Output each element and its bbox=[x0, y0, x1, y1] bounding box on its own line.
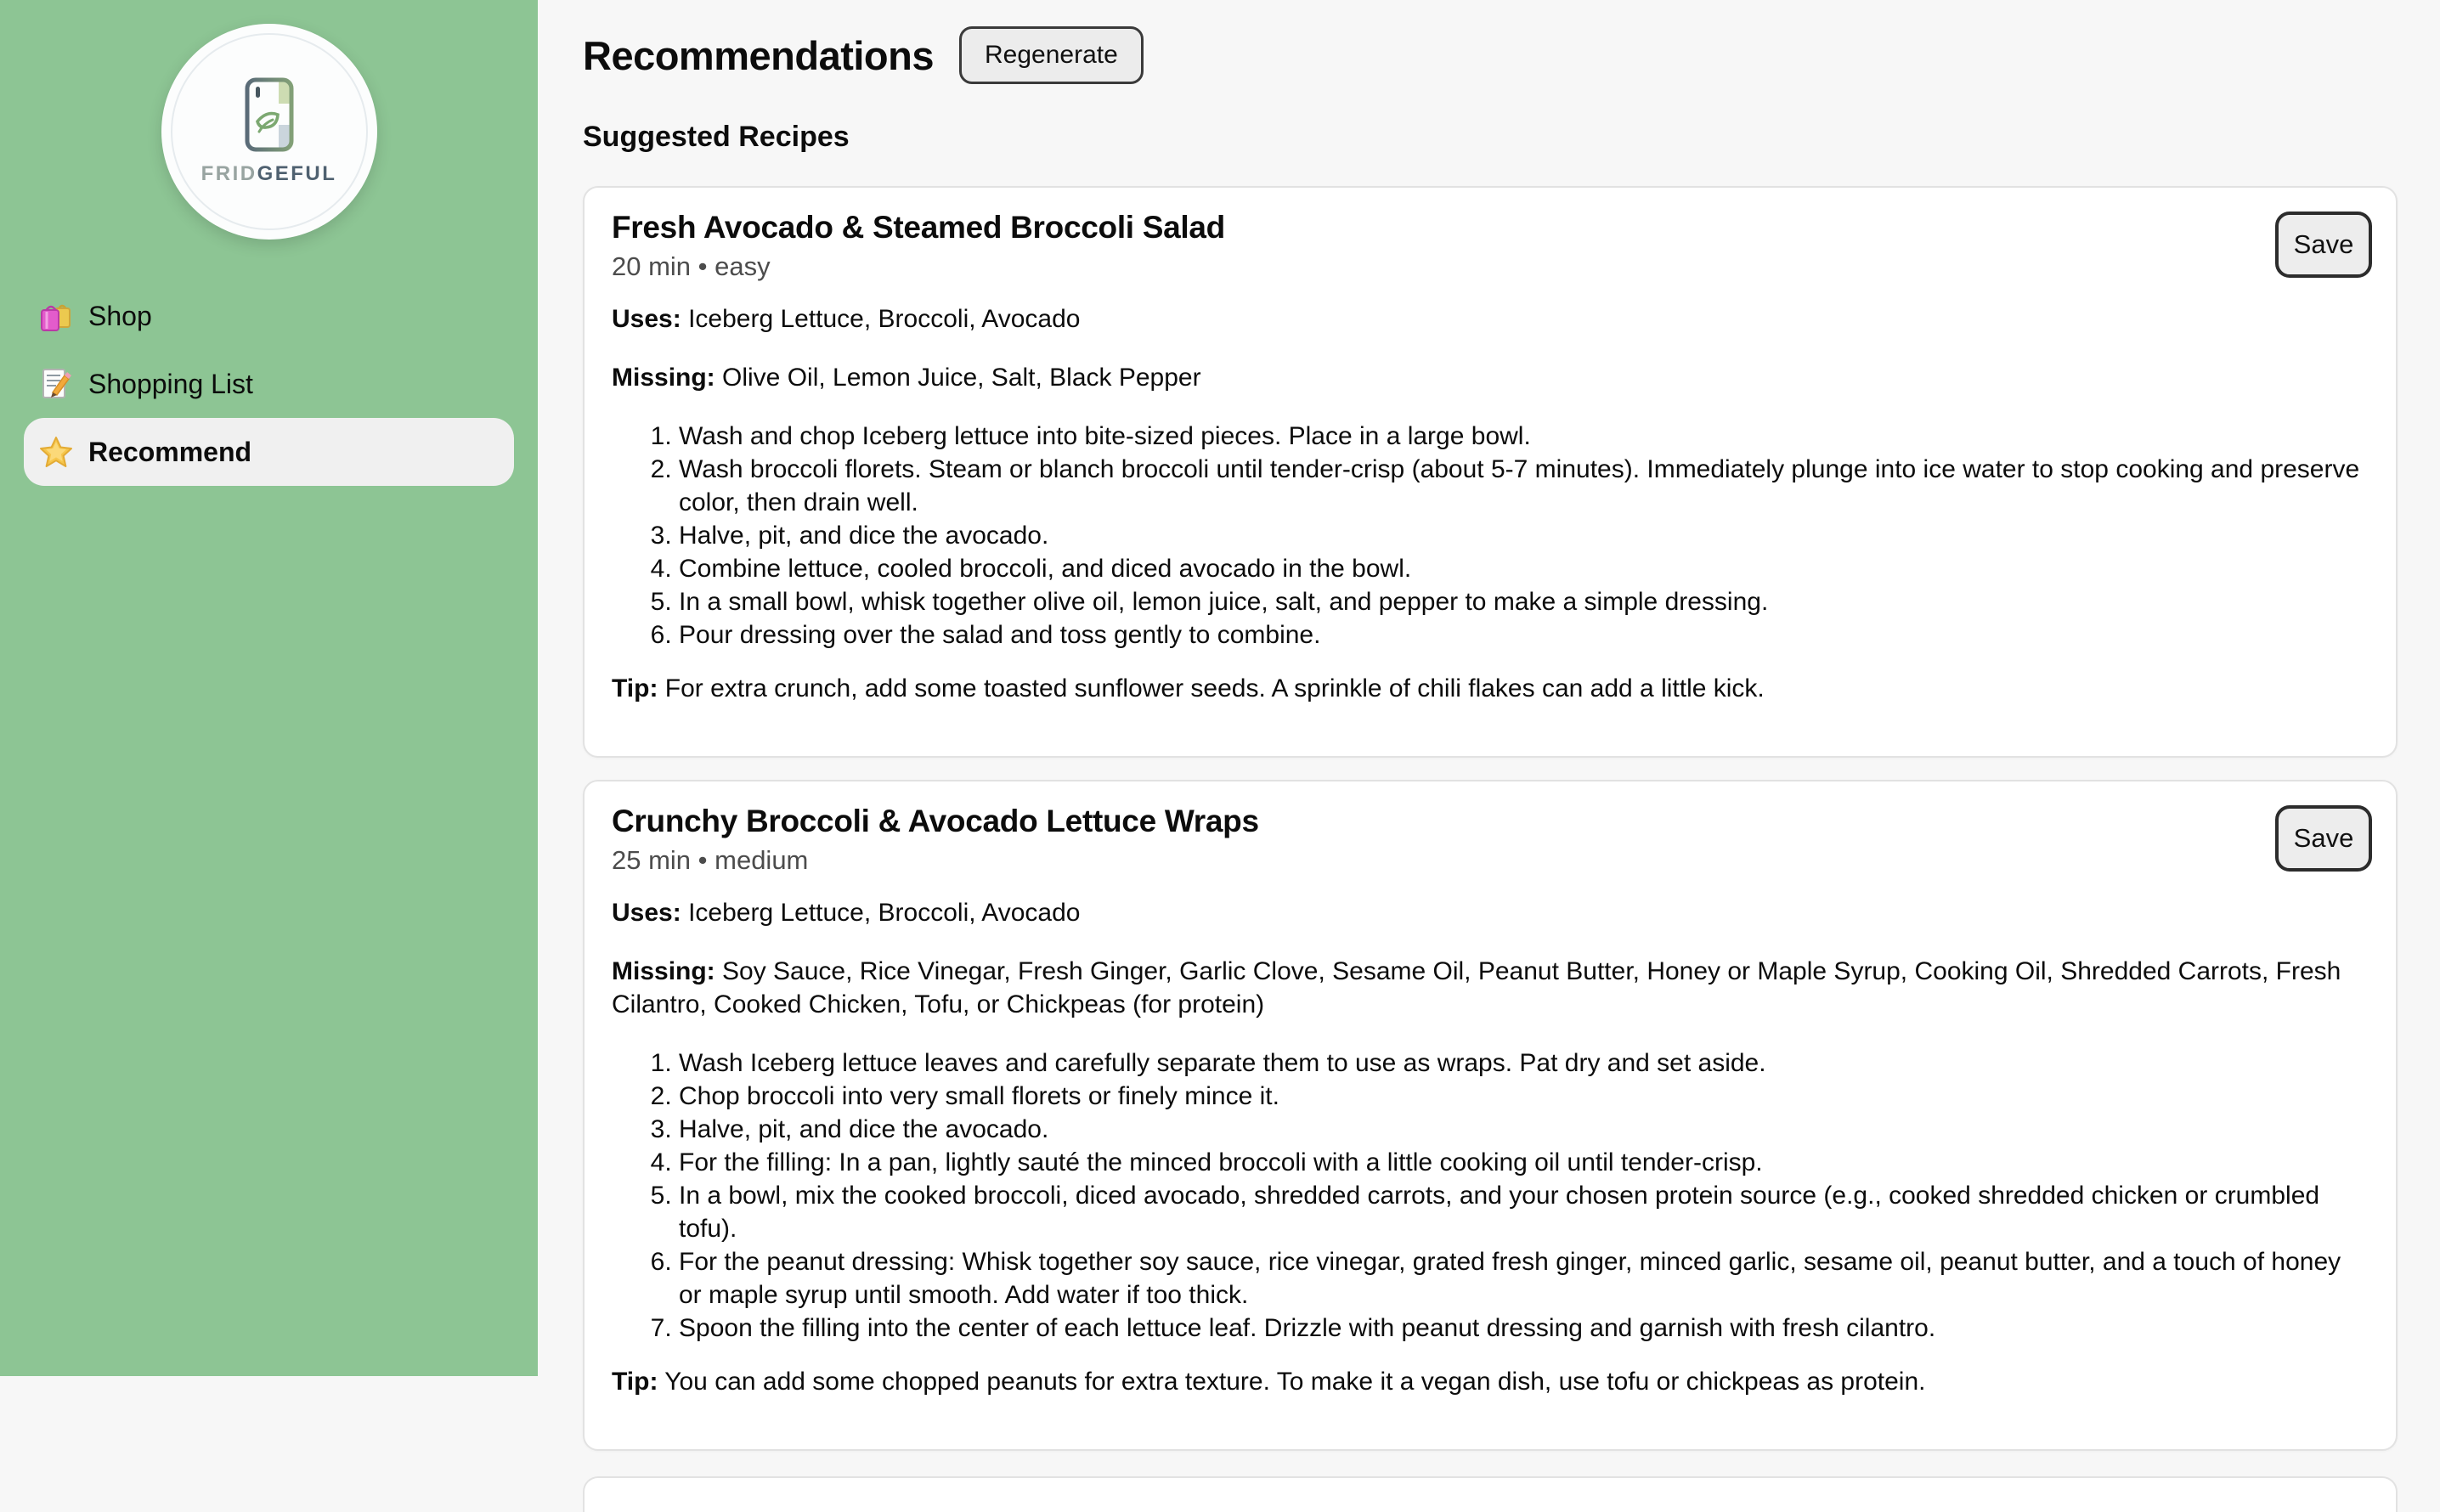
regenerate-button[interactable]: Regenerate bbox=[959, 26, 1144, 84]
steps-list bbox=[612, 420, 2369, 652]
uses-label: Uses: bbox=[612, 305, 681, 333]
sidebar-item-label: Shopping List bbox=[88, 368, 253, 399]
step-item: 1. Wash Iceberg lettuce leaves and carefully separate them to use as wraps. Pat dry and set aside. bbox=[679, 1047, 2369, 1080]
missing-value: Soy Sauce, Rice Vinegar, Fresh Ginger, Garlic Clove, Sesame Oil, Peanut Butter, Honey or Maple Syrup, Cooking Oil, Shredded Carrots, Fresh Cilantro, Cooked Chicken, Tofu, or Chickpeas (for protein) bbox=[612, 957, 2341, 1018]
tip-text: For extra crunch, add some toasted sunflower seeds. A sprinkle of chili flakes can add a little kick. bbox=[664, 674, 1765, 702]
step-item: 1. Wash and chop Iceberg lettuce into bite-sized pieces. Place in a large bowl. bbox=[679, 420, 2369, 453]
main-content bbox=[538, 0, 2440, 1512]
recipe-title: Fresh Avocado & Steamed Broccoli Salad bbox=[612, 210, 1225, 245]
page-header bbox=[583, 25, 2398, 85]
sidebar-item-label: Recommend bbox=[88, 436, 252, 467]
tip-label: Tip: bbox=[612, 674, 658, 702]
fridge-handle bbox=[256, 87, 260, 98]
missing-line bbox=[612, 361, 2369, 394]
step-item: 5. In a small bowl, whisk together olive oil, lemon juice, salt, and pepper to make a simple dressing. bbox=[679, 585, 2369, 618]
tip-label: Tip: bbox=[612, 1368, 658, 1396]
sidebar-item-label: Shop bbox=[88, 300, 152, 331]
step-item: 4. For the filling: In a pan, lightly sauté the minced broccoli with a little cooking oil until tender-crisp. bbox=[679, 1146, 2369, 1179]
recipe-card-partial bbox=[583, 1476, 2398, 1512]
sidebar-item-shop[interactable] bbox=[24, 282, 514, 350]
step-item: 5. In a bowl, mix the cooked broccoli, diced avocado, shredded carrots, and your chosen protein source (e.g., cooked shredded chicken or crumbled tofu). bbox=[679, 1179, 2369, 1245]
section-title: Suggested Recipes bbox=[583, 121, 850, 153]
save-button[interactable]: Save bbox=[2275, 212, 2372, 278]
app-wordmark bbox=[201, 162, 337, 186]
missing-line bbox=[612, 955, 2369, 1021]
shopping-bags-icon bbox=[39, 299, 73, 333]
tip-line bbox=[612, 1365, 2369, 1398]
sidebar-item-shopping-list[interactable] bbox=[24, 350, 514, 418]
tip-line bbox=[612, 672, 2369, 705]
fridge-icon bbox=[245, 77, 294, 152]
recipe-title: Crunchy Broccoli & Avocado Lettuce Wraps bbox=[612, 804, 1259, 838]
step-item: 3. Halve, pit, and dice the avocado. bbox=[679, 1113, 2369, 1146]
recipe-card bbox=[583, 186, 2398, 758]
uses-value: Iceberg Lettuce, Broccoli, Avocado bbox=[688, 899, 1081, 927]
recipe-meta: 20 min • easy bbox=[612, 251, 771, 281]
uses-label: Uses: bbox=[612, 899, 681, 927]
app-logo bbox=[161, 24, 377, 240]
step-item: 2. Wash broccoli florets. Steam or blanch broccoli until tender-crisp (about 5-7 minutes). Immediately plunge into ice water to stop cooking and preserve color, then drain well. bbox=[679, 453, 2369, 519]
page-title: Recommendations bbox=[583, 32, 934, 78]
missing-label: Missing: bbox=[612, 364, 715, 392]
uses-line bbox=[612, 302, 2369, 336]
sidebar-item-recommend[interactable] bbox=[24, 418, 514, 486]
save-button[interactable]: Save bbox=[2275, 805, 2372, 872]
wordmark-part-1: FRID bbox=[201, 162, 257, 185]
step-item: 6. Pour dressing over the salad and toss gently to combine. bbox=[679, 618, 2369, 652]
step-item: 7. Spoon the filling into the center of each lettuce leaf. Drizzle with peanut dressing and garnish with fresh cilantro. bbox=[679, 1312, 2369, 1345]
steps-list bbox=[612, 1047, 2369, 1345]
recipe-card bbox=[583, 780, 2398, 1451]
step-item: 6. For the peanut dressing: Whisk together soy sauce, rice vinegar, grated fresh ginger, minced garlic, sesame oil, peanut butter, and a touch of honey or maple syrup until smooth. Add water if too thick. bbox=[679, 1245, 2369, 1312]
sidebar-nav bbox=[0, 282, 538, 486]
leaf-icon bbox=[257, 114, 278, 127]
recipe-meta: 25 min • medium bbox=[612, 845, 809, 875]
missing-value: Olive Oil, Lemon Juice, Salt, Black Pepper bbox=[722, 364, 1201, 392]
uses-value: Iceberg Lettuce, Broccoli, Avocado bbox=[688, 305, 1081, 333]
wordmark-part-2: GEFUL bbox=[257, 162, 337, 185]
step-item: 3. Halve, pit, and dice the avocado. bbox=[679, 519, 2369, 552]
step-item: 2. Chop broccoli into very small florets or finely mince it. bbox=[679, 1080, 2369, 1113]
step-item: 4. Combine lettuce, cooled broccoli, and diced avocado in the bowl. bbox=[679, 552, 2369, 585]
missing-label: Missing: bbox=[612, 957, 715, 985]
tip-text: You can add some chopped peanuts for extra texture. To make it a vegan dish, use tofu or chickpeas as protein. bbox=[664, 1368, 1926, 1396]
sidebar bbox=[0, 0, 538, 1376]
star-icon bbox=[39, 435, 73, 469]
uses-line bbox=[612, 896, 2369, 929]
memo-pencil-icon bbox=[39, 367, 73, 401]
